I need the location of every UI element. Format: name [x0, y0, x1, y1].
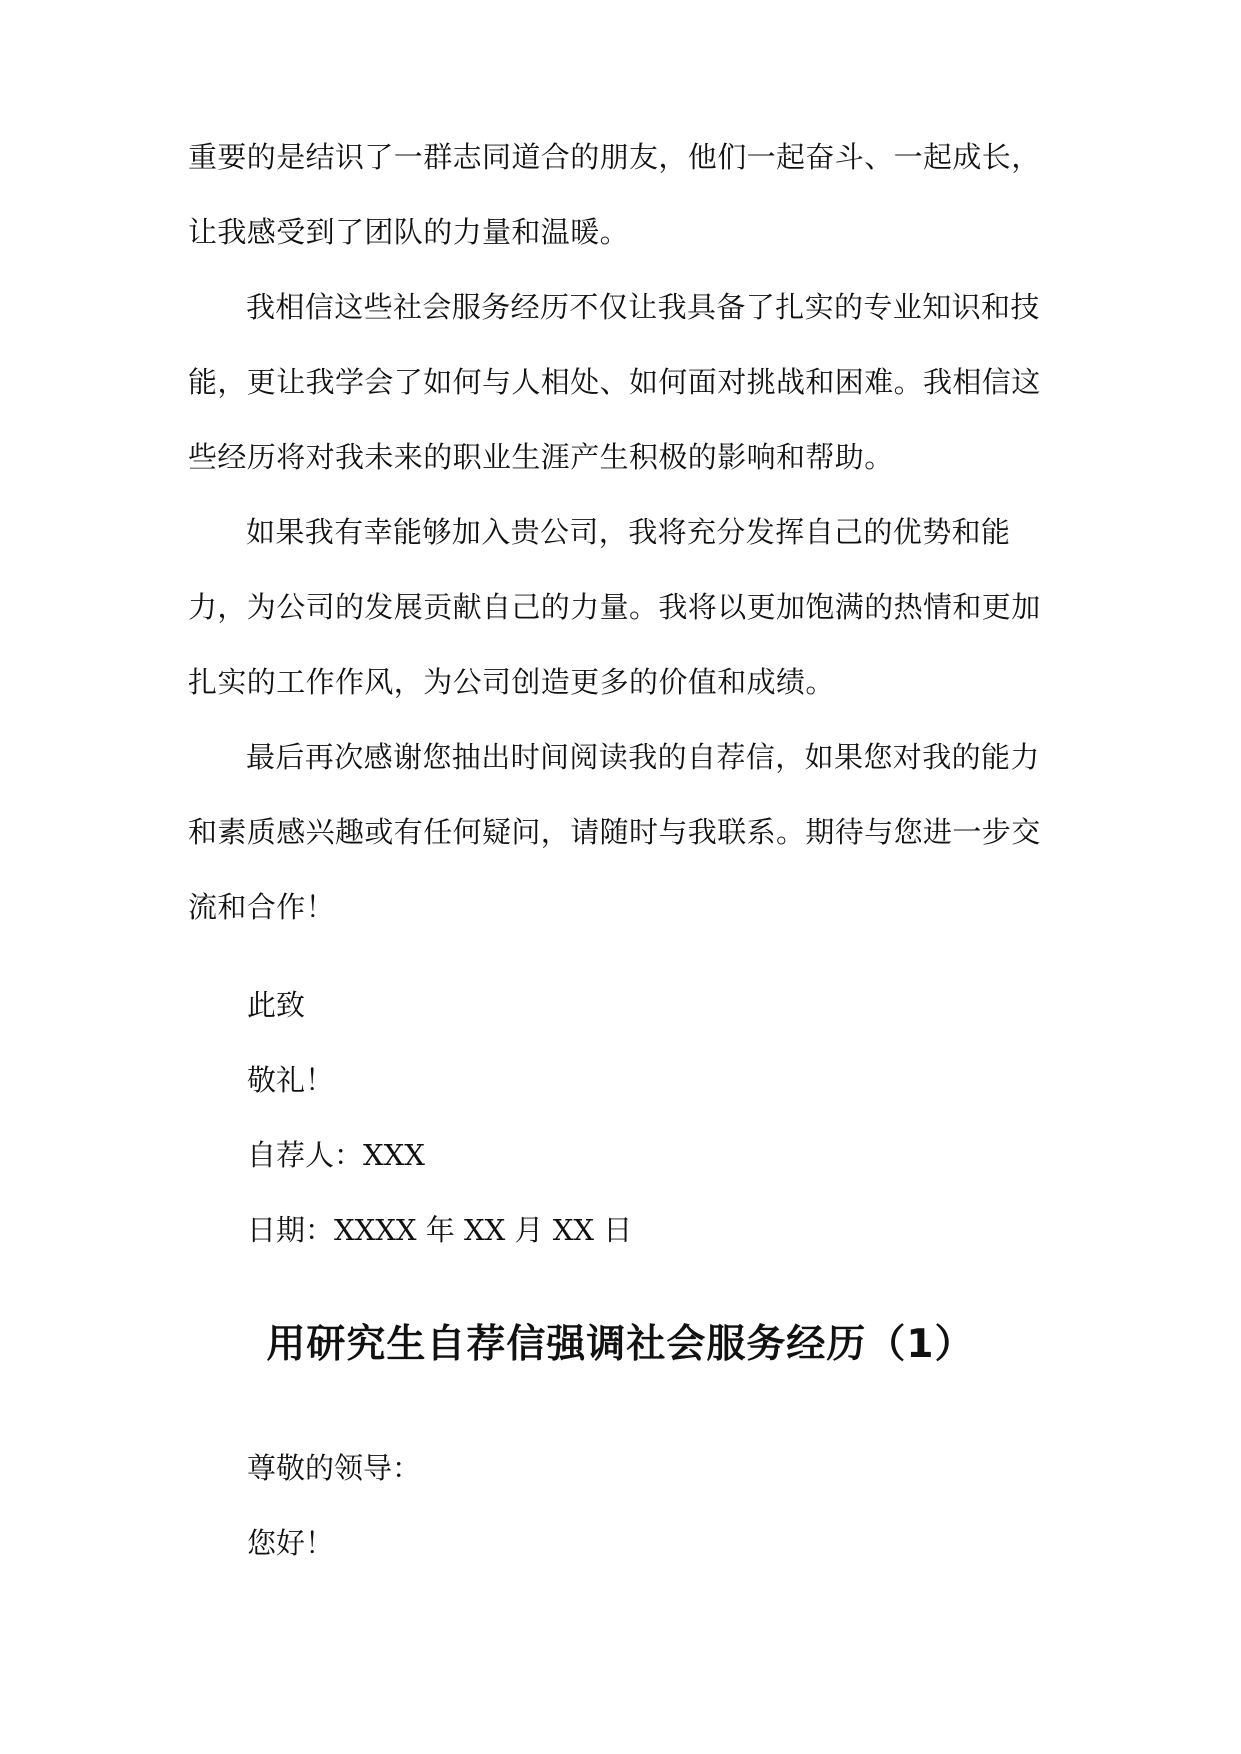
- paragraph-experience: 我相信这些社会服务经历不仅让我具备了扎实的专业知识和技能，更让我学会了如何与人相处、如何面对挑战和困难。我相信这些经历将对我未来的职业生涯产生积极的影响和帮助。: [188, 290, 1041, 474]
- paragraph-thanks: 最后再次感谢您抽出时间阅读我的自荐信，如果您对我的能力和素质感兴趣或有任何疑问，请随时与我联系。期待与您进一步交流和合作！: [188, 740, 1041, 924]
- greeting-line: 尊敬的领导：: [247, 1451, 422, 1485]
- hello-line: 您好！: [247, 1526, 335, 1560]
- closing-salutation: 此致: [247, 988, 306, 1022]
- signature-line: 自荐人：XXX: [247, 1138, 425, 1172]
- date-line: 日期：XXXX 年 XX 月 XX 日: [247, 1213, 633, 1247]
- paragraph-join-company: 如果我有幸能够加入贵公司，我将充分发挥自己的优势和能力，为公司的发展贡献自己的力量。我将以更加饱满的热情和更加扎实的工作作风，为公司创造更多的价值和成绩。: [188, 515, 1041, 699]
- paragraph-friends: 重要的是结识了一群志同道合的朋友，他们一起奋斗、一起成长，让我感受到了团队的力量和温暖。: [188, 140, 1041, 249]
- letter-title: 用研究生自荐信强调社会服务经历（1）: [266, 1322, 975, 1367]
- closing-respect: 敬礼！: [247, 1063, 335, 1097]
